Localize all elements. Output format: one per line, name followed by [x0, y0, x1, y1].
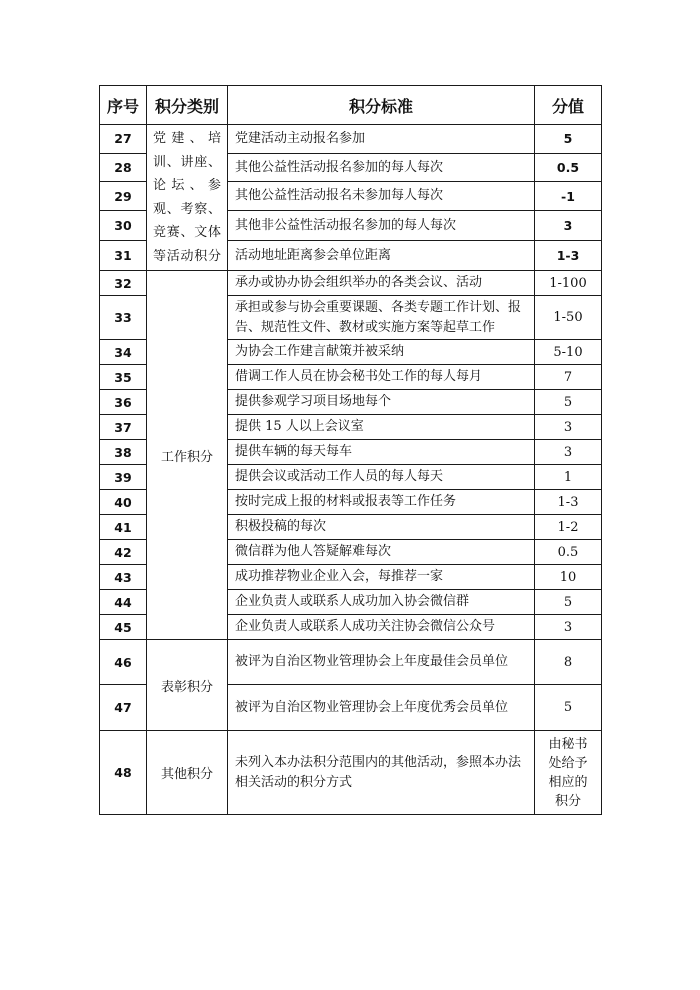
- category-line: 观、考察、: [153, 201, 221, 217]
- row-standard: 其他公益性活动报名未参加每人每次: [228, 182, 535, 211]
- row-number: 43: [100, 565, 147, 590]
- row-score: 3: [535, 440, 602, 465]
- row-standard: 被评为自治区物业管理协会上年度优秀会员单位: [228, 685, 535, 731]
- row-standard: 其他非公益性活动报名参加的每人每次: [228, 211, 535, 241]
- row-standard: 按时完成上报的材料或报表等工作任务: [228, 490, 535, 515]
- table-row: [100, 731, 602, 815]
- row-number: 48: [100, 731, 147, 815]
- row-number: 45: [100, 615, 147, 640]
- row-score: 1-50: [535, 296, 602, 340]
- row-number: 33: [100, 296, 147, 340]
- row-number: 38: [100, 440, 147, 465]
- category-line: 党建、培: [153, 131, 221, 146]
- category-line: 训、讲座、: [153, 154, 221, 170]
- category-other: 其他积分: [147, 731, 228, 815]
- row-standard: 承办或协办协会组织举办的各类会议、活动: [228, 271, 535, 296]
- category-party-building: [147, 125, 228, 271]
- row-number: 40: [100, 490, 147, 515]
- row-number: 44: [100, 590, 147, 615]
- header-seq: 序号: [100, 86, 147, 125]
- row-standard: 微信群为他人答疑解难每次: [228, 540, 535, 565]
- category-line: 论坛、参: [153, 178, 221, 193]
- row-standard: 企业负责人或联系人成功加入协会微信群: [228, 590, 535, 615]
- row-score: 5: [535, 125, 602, 154]
- row-standard: 企业负责人或联系人成功关注协会微信公众号: [228, 615, 535, 640]
- row-standard: 被评为自治区物业管理协会上年度最佳会员单位: [228, 640, 535, 685]
- row-score: 3: [535, 415, 602, 440]
- row-standard: 提供 15 人以上会议室: [228, 415, 535, 440]
- row-number: 31: [100, 241, 147, 271]
- category-work: 工作积分: [147, 271, 228, 640]
- row-number: 35: [100, 365, 147, 390]
- row-number: 28: [100, 153, 147, 182]
- row-score: 1-3: [535, 490, 602, 515]
- header-category: 积分类别: [147, 86, 228, 125]
- row-standard: 承担或参与协会重要课题、各类专题工作计划、报告、规范性文件、教材或实施方案等起草工作: [228, 296, 535, 340]
- row-score: 1-3: [535, 241, 602, 271]
- row-score: 0.5: [535, 540, 602, 565]
- table-row: [100, 271, 602, 296]
- header-row: [100, 86, 602, 125]
- row-standard: 未列入本办法积分范围内的其他活动，参照本办法相关活动的积分方式: [228, 731, 535, 815]
- header-score: 分值: [535, 86, 602, 125]
- row-number: 46: [100, 640, 147, 685]
- row-standard: 借调工作人员在协会秘书处工作的每人每月: [228, 365, 535, 390]
- row-score: 1: [535, 465, 602, 490]
- points-table: [99, 85, 602, 815]
- category-line: 等活动积分: [153, 248, 221, 264]
- row-score: 3: [535, 615, 602, 640]
- row-number: 27: [100, 125, 147, 154]
- table-row: [100, 640, 602, 685]
- table-row: [100, 125, 602, 154]
- row-standard: 积极投稿的每次: [228, 515, 535, 540]
- row-number: 37: [100, 415, 147, 440]
- row-score: 5-10: [535, 340, 602, 365]
- row-score: 8: [535, 640, 602, 685]
- row-score: 5: [535, 390, 602, 415]
- row-score: 1-2: [535, 515, 602, 540]
- row-standard: 提供会议或活动工作人员的每人每天: [228, 465, 535, 490]
- row-score: -1: [535, 182, 602, 211]
- row-score: 1-100: [535, 271, 602, 296]
- row-number: 30: [100, 211, 147, 241]
- row-number: 36: [100, 390, 147, 415]
- row-score: 7: [535, 365, 602, 390]
- row-score: 5: [535, 590, 602, 615]
- row-standard: 党建活动主动报名参加: [228, 125, 535, 154]
- row-score: 由秘书处给予相应的积分: [535, 731, 602, 815]
- row-standard: 为协会工作建言献策并被采纳: [228, 340, 535, 365]
- category-commendation: 表彰积分: [147, 640, 228, 731]
- row-standard: 成功推荐物业企业入会，每推荐一家: [228, 565, 535, 590]
- row-standard: 其他公益性活动报名参加的每人每次: [228, 153, 535, 182]
- row-standard: 提供参观学习项目场地每个: [228, 390, 535, 415]
- row-standard: 活动地址距离参会单位距离: [228, 241, 535, 271]
- row-score: 0.5: [535, 153, 602, 182]
- row-standard: 提供车辆的每天每车: [228, 440, 535, 465]
- row-number: 32: [100, 271, 147, 296]
- row-number: 29: [100, 182, 147, 211]
- header-standard: 积分标准: [228, 86, 535, 125]
- row-number: 42: [100, 540, 147, 565]
- row-number: 34: [100, 340, 147, 365]
- row-score: 5: [535, 685, 602, 731]
- category-line: 竞赛、文体: [153, 225, 221, 240]
- row-score: 3: [535, 211, 602, 241]
- row-number: 41: [100, 515, 147, 540]
- row-number: 39: [100, 465, 147, 490]
- row-number: 47: [100, 685, 147, 731]
- row-score: 10: [535, 565, 602, 590]
